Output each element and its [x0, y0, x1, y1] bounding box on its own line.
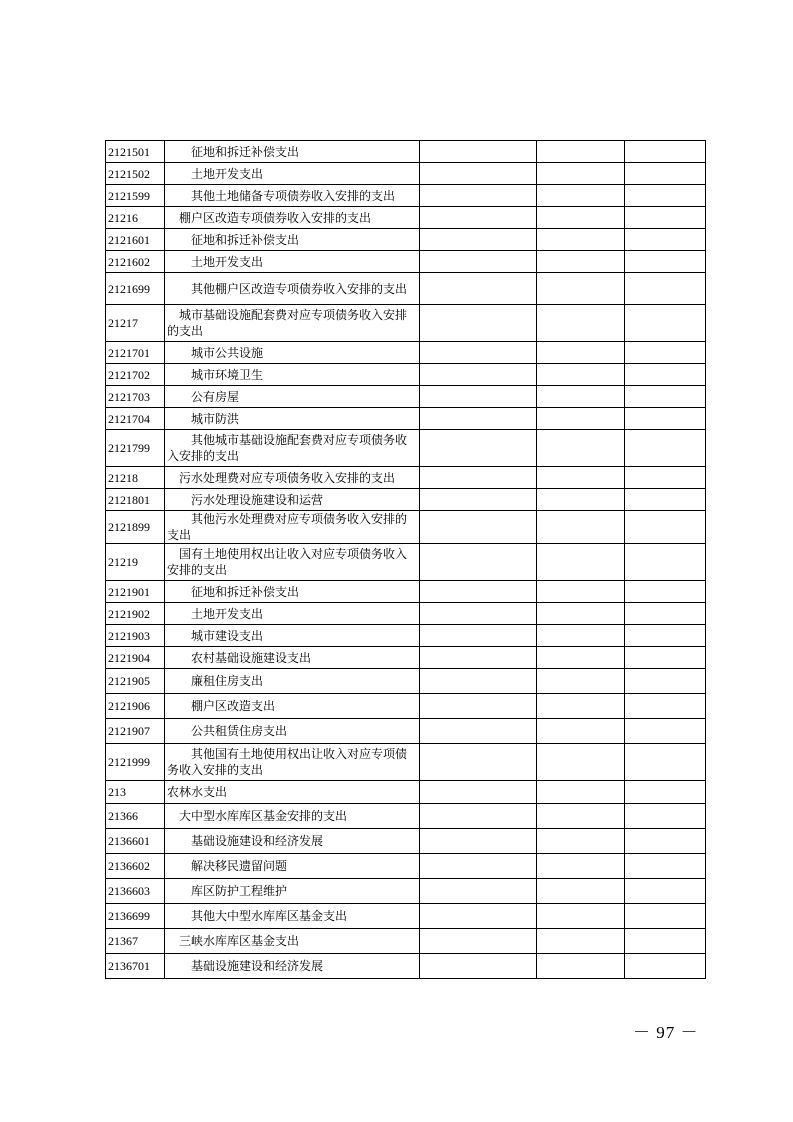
amount-cell-3 [625, 467, 706, 489]
subject-name: 农村基础设施建设支出 [191, 650, 312, 665]
amount-cell-1 [420, 719, 537, 744]
amount-cell-1 [420, 544, 537, 581]
amount-cell-2 [537, 273, 625, 305]
subject-name-cell [165, 185, 420, 207]
amount-cell-3 [625, 489, 706, 511]
table-row [106, 854, 706, 879]
table-row [106, 207, 706, 229]
subject-name-cell [165, 954, 420, 979]
subject-name: 污水处理费对应专项债务收入安排的支出 [179, 470, 396, 485]
amount-cell-2 [537, 544, 625, 581]
subject-code: 2121501 [106, 141, 165, 163]
amount-cell-3 [625, 781, 706, 804]
amount-cell-1 [420, 625, 537, 647]
subject-code: 2136699 [106, 904, 165, 929]
amount-cell-2 [537, 467, 625, 489]
subject-name: 其他国有土地使用权出让收入对应专项债务收入安排的支出 [167, 747, 408, 777]
amount-cell-3 [625, 929, 706, 954]
amount-cell-2 [537, 929, 625, 954]
amount-cell-1 [420, 408, 537, 430]
amount-cell-2 [537, 625, 625, 647]
budget-table-body [106, 141, 706, 979]
amount-cell-1 [420, 229, 537, 251]
table-row [106, 829, 706, 854]
table-row [106, 467, 706, 489]
amount-cell-1 [420, 829, 537, 854]
amount-cell-3 [625, 804, 706, 829]
subject-name-cell [165, 603, 420, 625]
amount-cell-3 [625, 207, 706, 229]
subject-name: 廉租住房支出 [191, 674, 264, 688]
amount-cell-1 [420, 669, 537, 694]
subject-code: 2136603 [106, 879, 165, 904]
subject-name-cell [165, 430, 420, 467]
subject-name-cell [165, 625, 420, 647]
subject-name-cell [165, 544, 420, 581]
table-row [106, 879, 706, 904]
table-row [106, 647, 706, 669]
subject-name: 棚户区改造支出 [191, 699, 276, 713]
subject-name-cell [165, 854, 420, 879]
amount-cell-1 [420, 207, 537, 229]
amount-cell-2 [537, 603, 625, 625]
amount-cell-2 [537, 430, 625, 467]
subject-name: 国有土地使用权出让收入对应专项债务收入安排的支出 [167, 547, 408, 577]
amount-cell-1 [420, 744, 537, 781]
amount-cell-2 [537, 163, 625, 185]
subject-code: 2136602 [106, 854, 165, 879]
amount-cell-3 [625, 229, 706, 251]
subject-name-cell [165, 364, 420, 386]
subject-code: 2121906 [106, 694, 165, 719]
subject-code: 2121703 [106, 386, 165, 408]
table-row [106, 804, 706, 829]
table-row [106, 625, 706, 647]
amount-cell-2 [537, 781, 625, 804]
subject-name: 解决移民遗留问题 [191, 859, 288, 873]
subject-name: 土地开发支出 [191, 606, 264, 621]
amount-cell-2 [537, 141, 625, 163]
amount-cell-1 [420, 251, 537, 273]
subject-name: 基础设施建设和经济发展 [191, 834, 324, 848]
amount-cell-2 [537, 408, 625, 430]
table-row [106, 954, 706, 979]
amount-cell-3 [625, 829, 706, 854]
subject-code: 2121601 [106, 229, 165, 251]
table-row [106, 929, 706, 954]
subject-name-cell [165, 829, 420, 854]
table-row [106, 251, 706, 273]
subject-name: 库区防护工程维护 [191, 884, 288, 898]
table-row [106, 342, 706, 364]
subject-code: 21366 [106, 804, 165, 829]
amount-cell-1 [420, 694, 537, 719]
subject-code: 21216 [106, 207, 165, 229]
amount-cell-2 [537, 719, 625, 744]
subject-name: 棚户区改造专项债券收入安排的支出 [179, 210, 372, 225]
amount-cell-2 [537, 647, 625, 669]
table-row [106, 430, 706, 467]
amount-cell-3 [625, 430, 706, 467]
amount-cell-3 [625, 744, 706, 781]
amount-cell-1 [420, 781, 537, 804]
subject-code: 2121903 [106, 625, 165, 647]
subject-name-cell [165, 273, 420, 305]
subject-code: 2121602 [106, 251, 165, 273]
amount-cell-1 [420, 342, 537, 364]
amount-cell-1 [420, 954, 537, 979]
amount-cell-1 [420, 163, 537, 185]
subject-code: 213 [106, 781, 165, 804]
amount-cell-3 [625, 719, 706, 744]
table-row [106, 163, 706, 185]
subject-name: 城市环境卫生 [191, 367, 264, 382]
subject-name-cell [165, 489, 420, 511]
subject-code: 2121901 [106, 581, 165, 603]
subject-code: 21219 [106, 544, 165, 581]
subject-code: 2136701 [106, 954, 165, 979]
amount-cell-3 [625, 544, 706, 581]
amount-cell-3 [625, 854, 706, 879]
table-row [106, 511, 706, 544]
subject-name: 土地开发支出 [191, 254, 264, 269]
subject-name-cell [165, 408, 420, 430]
amount-cell-3 [625, 647, 706, 669]
subject-name-cell [165, 511, 420, 544]
amount-cell-3 [625, 305, 706, 342]
amount-cell-1 [420, 185, 537, 207]
subject-name-cell [165, 744, 420, 781]
amount-cell-1 [420, 386, 537, 408]
subject-code: 2121899 [106, 511, 165, 544]
subject-code: 2121905 [106, 669, 165, 694]
amount-cell-3 [625, 342, 706, 364]
amount-cell-1 [420, 273, 537, 305]
table-row [106, 904, 706, 929]
amount-cell-2 [537, 207, 625, 229]
amount-cell-3 [625, 408, 706, 430]
amount-cell-2 [537, 364, 625, 386]
table-row [106, 603, 706, 625]
subject-code: 2121801 [106, 489, 165, 511]
subject-name-cell [165, 163, 420, 185]
subject-code: 2121907 [106, 719, 165, 744]
subject-code: 21217 [106, 305, 165, 342]
subject-name: 大中型水库库区基金安排的支出 [179, 809, 348, 823]
amount-cell-1 [420, 489, 537, 511]
table-row [106, 229, 706, 251]
subject-name-cell [165, 207, 420, 229]
subject-name-cell [165, 647, 420, 669]
amount-cell-3 [625, 581, 706, 603]
amount-cell-1 [420, 879, 537, 904]
subject-code: 21218 [106, 467, 165, 489]
amount-cell-2 [537, 904, 625, 929]
subject-name: 三峡水库库区基金支出 [179, 934, 300, 948]
amount-cell-3 [625, 669, 706, 694]
subject-code: 2121702 [106, 364, 165, 386]
table-row [106, 581, 706, 603]
amount-cell-1 [420, 141, 537, 163]
amount-cell-3 [625, 141, 706, 163]
amount-cell-2 [537, 185, 625, 207]
amount-cell-3 [625, 904, 706, 929]
subject-name: 城市公共设施 [191, 345, 264, 360]
subject-name-cell [165, 694, 420, 719]
subject-name: 基础设施建设和经济发展 [191, 959, 324, 973]
amount-cell-3 [625, 364, 706, 386]
table-row [106, 744, 706, 781]
table-row [106, 489, 706, 511]
amount-cell-2 [537, 744, 625, 781]
subject-code: 2121502 [106, 163, 165, 185]
subject-name: 征地和拆迁补偿支出 [191, 584, 300, 599]
amount-cell-2 [537, 489, 625, 511]
table-row [106, 185, 706, 207]
subject-code: 21367 [106, 929, 165, 954]
table-row [106, 408, 706, 430]
amount-cell-2 [537, 386, 625, 408]
table-row [106, 544, 706, 581]
amount-cell-1 [420, 305, 537, 342]
subject-code: 2121701 [106, 342, 165, 364]
subject-name-cell [165, 386, 420, 408]
amount-cell-2 [537, 804, 625, 829]
subject-name: 其他城市基础设施配套费对应专项债务收入安排的支出 [167, 433, 408, 463]
subject-code: 2121999 [106, 744, 165, 781]
amount-cell-3 [625, 954, 706, 979]
subject-name-cell [165, 719, 420, 744]
subject-name-cell [165, 251, 420, 273]
subject-code: 2121904 [106, 647, 165, 669]
table-row [106, 694, 706, 719]
subject-code: 2121599 [106, 185, 165, 207]
amount-cell-1 [420, 511, 537, 544]
subject-name-cell [165, 904, 420, 929]
amount-cell-1 [420, 603, 537, 625]
subject-name: 其他土地储备专项债券收入安排的支出 [191, 188, 396, 203]
amount-cell-2 [537, 954, 625, 979]
subject-code: 2121799 [106, 430, 165, 467]
amount-cell-1 [420, 904, 537, 929]
subject-name: 城市基础设施配套费对应专项债务收入安排的支出 [167, 308, 408, 338]
amount-cell-1 [420, 929, 537, 954]
subject-name-cell [165, 804, 420, 829]
subject-name: 征地和拆迁补偿支出 [191, 144, 300, 159]
amount-cell-2 [537, 342, 625, 364]
subject-code: 2121902 [106, 603, 165, 625]
amount-cell-2 [537, 854, 625, 879]
amount-cell-1 [420, 467, 537, 489]
amount-cell-2 [537, 511, 625, 544]
page-number: － 97 － [633, 1023, 699, 1042]
amount-cell-1 [420, 647, 537, 669]
subject-name-cell [165, 305, 420, 342]
subject-name-cell [165, 581, 420, 603]
amount-cell-2 [537, 879, 625, 904]
subject-name-cell [165, 467, 420, 489]
amount-cell-1 [420, 364, 537, 386]
amount-cell-3 [625, 625, 706, 647]
amount-cell-2 [537, 694, 625, 719]
subject-name-cell [165, 879, 420, 904]
subject-name-cell [165, 141, 420, 163]
table-row [106, 364, 706, 386]
subject-name-cell [165, 781, 420, 804]
table-row [106, 386, 706, 408]
amount-cell-1 [420, 804, 537, 829]
amount-cell-2 [537, 251, 625, 273]
subject-name: 土地开发支出 [191, 166, 264, 181]
amount-cell-3 [625, 185, 706, 207]
amount-cell-2 [537, 829, 625, 854]
amount-cell-3 [625, 273, 706, 305]
subject-name-cell [165, 669, 420, 694]
subject-name: 其他棚户区改造专项债券收入安排的支出 [191, 281, 408, 296]
subject-name: 其他污水处理费对应专项债务收入安排的支出 [167, 512, 408, 542]
subject-name-cell [165, 929, 420, 954]
amount-cell-3 [625, 163, 706, 185]
amount-cell-2 [537, 581, 625, 603]
amount-cell-2 [537, 305, 625, 342]
subject-name: 农林水支出 [167, 785, 228, 799]
subject-code: 2121704 [106, 408, 165, 430]
amount-cell-3 [625, 879, 706, 904]
amount-cell-1 [420, 854, 537, 879]
amount-cell-3 [625, 511, 706, 544]
amount-cell-3 [625, 251, 706, 273]
amount-cell-1 [420, 430, 537, 467]
amount-cell-2 [537, 229, 625, 251]
subject-name: 城市防洪 [191, 411, 240, 426]
subject-name: 污水处理设施建设和运营 [191, 492, 324, 507]
subject-name: 公共租赁住房支出 [191, 724, 288, 738]
subject-name-cell [165, 229, 420, 251]
table-row [106, 273, 706, 305]
subject-name: 公有房屋 [191, 389, 240, 404]
table-row [106, 781, 706, 804]
amount-cell-1 [420, 581, 537, 603]
subject-name-cell [165, 342, 420, 364]
subject-name: 城市建设支出 [191, 628, 264, 643]
subject-name: 征地和拆迁补偿支出 [191, 232, 300, 247]
table-row [106, 305, 706, 342]
subject-code: 2121699 [106, 273, 165, 305]
amount-cell-3 [625, 694, 706, 719]
amount-cell-3 [625, 603, 706, 625]
amount-cell-2 [537, 669, 625, 694]
budget-table [105, 140, 706, 979]
subject-code: 2136601 [106, 829, 165, 854]
table-row [106, 141, 706, 163]
subject-name: 其他大中型水库库区基金支出 [191, 909, 348, 923]
amount-cell-3 [625, 386, 706, 408]
table-row [106, 719, 706, 744]
table-row [106, 669, 706, 694]
